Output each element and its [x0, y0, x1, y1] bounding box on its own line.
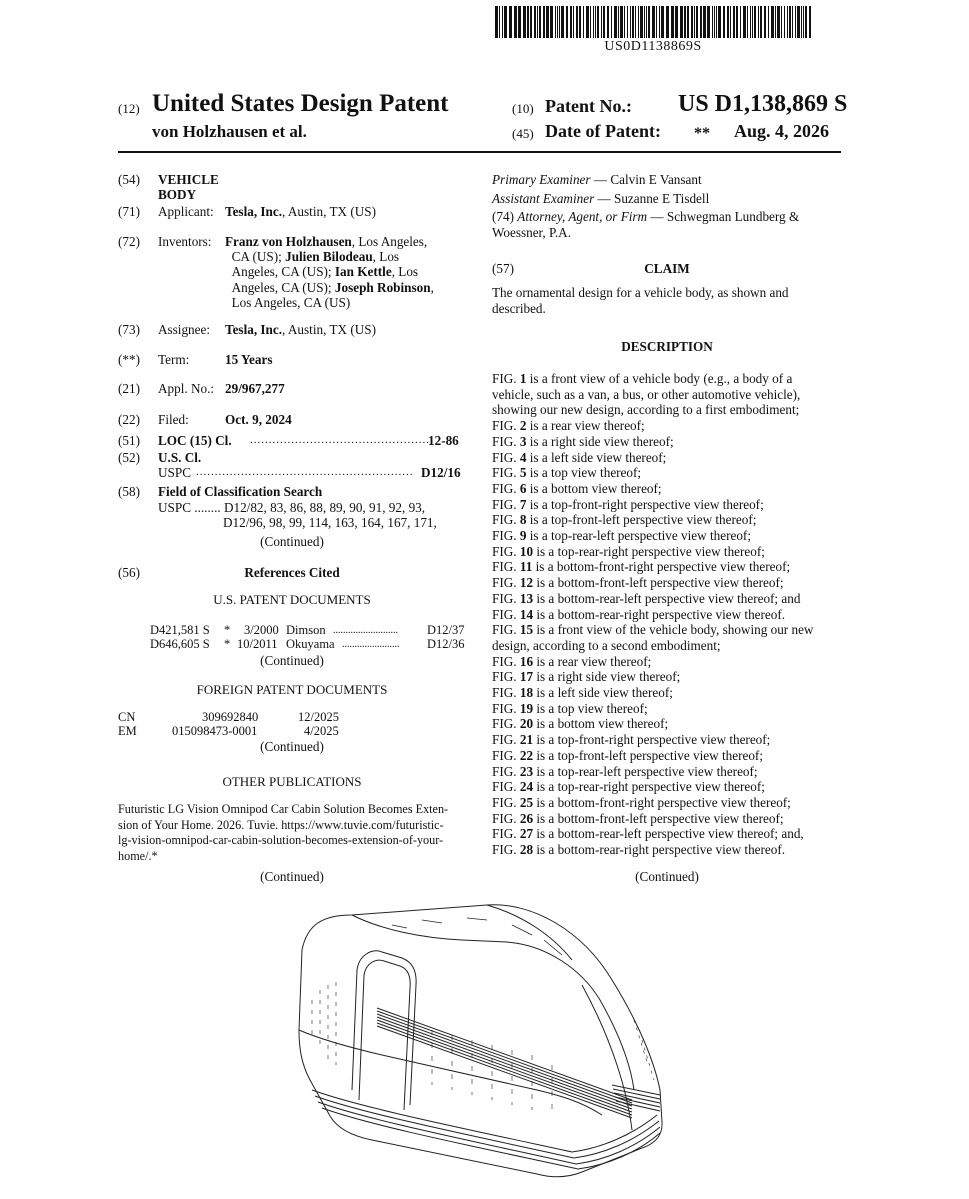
barcode-bar [570, 6, 572, 38]
barcode-bar [700, 6, 702, 38]
barcode-bar [539, 6, 541, 38]
filed-date: Oct. 9, 2024 [225, 412, 292, 427]
barcode-bar [771, 6, 774, 38]
barcode-bar [611, 6, 612, 38]
barcode-bar [703, 6, 706, 38]
description-continued: (Continued) [635, 869, 699, 884]
barcode-bar [787, 6, 788, 38]
barcode-bar [561, 6, 564, 38]
description-item: FIG. 28 is a bottom-rear-right perspective view thereof. [492, 842, 786, 858]
us-doc-row: D646,605 S * 10/2011 Okuyama ....................... D12/36 [150, 637, 465, 651]
barcode-bar [792, 6, 793, 38]
description-item: FIG. 11 is a bottom-front-right perspective view thereof; [492, 559, 791, 575]
barcode-bar [740, 6, 741, 38]
barcode-bar [684, 6, 686, 38]
lower-band [322, 1108, 660, 1169]
barcode-bar [518, 6, 521, 38]
uscl-code: (52) [118, 450, 140, 465]
barcode-bar [666, 6, 669, 38]
barcode-bar [691, 6, 693, 38]
inventors-list: Franz von Holzhausen, Los Angeles, CA (US); Julien Bilodeau, Los Angeles, CA (US); Ian Kettle, Los Angeles, CA (US); Joseph Robinson, Los Angeles, CA (US) [225, 234, 434, 310]
barcode-bar [614, 6, 617, 38]
other-publication-entry: Futuristic LG Vision Omnipod Car Cabin Solution Becomes Exten- sion of Your Home. 2026. Tuvie. https://www.tuvie.com/futuristic- lg-vision-omnipod-car-cabin-solution-becomes-extension-of-your- home/.* [118, 802, 449, 863]
barcode-bar [603, 6, 605, 38]
barcode-bar [768, 6, 769, 38]
field-search-line-2: D12/96, 98, 99, 114, 163, 164, 167, 171, [223, 515, 437, 530]
side-stripe [377, 1014, 632, 1106]
barcode-bar [760, 6, 762, 38]
barcode-bar [656, 6, 657, 38]
description-item: FIG. 27 is a bottom-rear-left perspective view thereof; and, [492, 826, 804, 842]
us-doc-row: D421,581 S * 3/2000 Dimson .......................... D12/37 [150, 623, 465, 637]
code-45: (45) [512, 126, 534, 141]
side-stripe [377, 1020, 632, 1112]
barcode-bar [797, 6, 800, 38]
description-item: FIG. 15 is a front view of the vehicle body, showing our new [492, 622, 814, 638]
applicant-code: (71) [118, 204, 140, 219]
other-continued: (Continued) [260, 869, 324, 884]
code-10: (10) [512, 101, 534, 116]
date-of-patent-label: Date of Patent: [545, 121, 661, 141]
assignee-label: Assignee: [158, 322, 211, 337]
barcode-bar [620, 6, 623, 38]
barcode-bar [671, 6, 674, 38]
foreign-continued: (Continued) [260, 739, 324, 754]
barcode-bar [754, 6, 756, 38]
barcode-bar [661, 6, 664, 38]
uscl-label: U.S. Cl. [158, 450, 202, 465]
side-stripe [377, 1008, 632, 1100]
description-item: FIG. 18 is a left side view thereof; [492, 685, 673, 701]
barcode-bar [624, 6, 625, 38]
appl-code: (21) [118, 381, 140, 396]
claim-code: (57) [492, 261, 514, 276]
barcode-bar [546, 6, 549, 38]
barcode-bar [555, 6, 556, 38]
patent-number: US D1,138,869 S [678, 91, 848, 117]
description-item: FIG. 9 is a top-rear-left perspective view thereof; [492, 528, 751, 544]
uspc-leader: .......................................................... [196, 466, 414, 478]
applicant-name: Tesla, Inc. [225, 204, 283, 219]
barcode-bar [601, 6, 602, 38]
description-item: showing our new design, according to a first embodiment; [492, 402, 800, 418]
barcode-bar [597, 6, 599, 38]
lower-band [318, 1102, 660, 1164]
barcode-bar [747, 6, 748, 38]
barcode-bar [530, 6, 532, 38]
barcode-bar [809, 6, 811, 38]
term-label: Term: [158, 352, 190, 367]
barcode-bar [750, 6, 751, 38]
barcode-bar [607, 6, 609, 38]
loc-code: (51) [118, 433, 140, 448]
us-documents-title: U.S. PATENT DOCUMENTS [213, 592, 371, 607]
barcode-bar [502, 6, 503, 38]
description-item: FIG. 24 is a top-rear-right perspective view thereof; [492, 779, 765, 795]
patent-no-label: Patent No.: [545, 96, 632, 116]
barcode-bar [638, 6, 639, 38]
description-item: FIG. 8 is a top-front-left perspective view thereof; [492, 512, 757, 528]
barcode-bar [648, 6, 650, 38]
loc-class: 12-86 [428, 433, 459, 448]
description-item: FIG. 19 is a top view thereof; [492, 700, 648, 716]
patent-title: VEHICLE BODY [158, 172, 219, 203]
refs-code: (56) [118, 565, 140, 580]
body-outline [299, 905, 662, 1177]
primary-examiner: Primary Examiner — Calvin E Vansant [492, 172, 702, 187]
barcode-bar [736, 6, 738, 38]
barcode-bar [543, 6, 545, 38]
barcode-bar [727, 6, 729, 38]
uspc-class: D12/16 [421, 465, 461, 480]
field-search-label: Field of Classification Search [158, 484, 323, 499]
barcode-bar [795, 6, 796, 38]
term-value: 15 Years [225, 352, 273, 367]
document-type-title: United States Design Patent [152, 90, 449, 117]
claim-text-2: described. [492, 301, 546, 316]
barcode-bar [730, 6, 731, 38]
barcode-bar [504, 6, 507, 38]
term-code: (**) [118, 352, 140, 367]
shading-line [634, 1020, 654, 1080]
filed-label: Filed: [158, 412, 189, 427]
side-stripe [377, 1011, 632, 1103]
vehicle-body-drawing [282, 890, 682, 1190]
barcode-bar [777, 6, 780, 38]
barcode-bar [652, 6, 655, 38]
loc-leader: ................................................ [250, 434, 430, 446]
description-item: FIG. 1 is a front view of a vehicle body (e.g., a body of a [492, 371, 793, 386]
field-search-line-1: USPC ........ D12/82, 83, 86, 88, 89, 90, 91, 92, 93, [158, 500, 426, 515]
barcode-bar [680, 6, 683, 38]
barcode-bar [593, 6, 594, 38]
assignee-code: (73) [118, 322, 140, 337]
shading-line [392, 918, 562, 955]
description-item: FIG. 10 is a top-rear-right perspective view thereof; [492, 543, 765, 559]
barcode-bar [627, 6, 628, 38]
foreign-documents-title: FOREIGN PATENT DOCUMENTS [196, 682, 388, 697]
other-publications-title: OTHER PUBLICATIONS [222, 774, 362, 789]
barcode-bar [635, 6, 636, 38]
field-continued: (Continued) [260, 534, 324, 549]
barcode-bar [576, 6, 578, 38]
code-12: (12) [118, 101, 140, 116]
description-item: design, according to a second embodiment; [492, 637, 721, 653]
barcode-bar [718, 6, 721, 38]
shading-line [432, 1030, 552, 1115]
field-search-code: (58) [118, 484, 140, 499]
barcode-bar [805, 6, 807, 38]
barcode-bar [586, 6, 589, 38]
description-title: DESCRIPTION [621, 339, 713, 354]
barcode-bar [675, 6, 678, 38]
date-of-patent: Aug. 4, 2026 [734, 121, 830, 141]
barcode-bar [716, 6, 717, 38]
description-item: FIG. 2 is a rear view thereof; [492, 418, 645, 434]
barcode-bar [534, 6, 536, 38]
barcode-bar [752, 6, 753, 38]
description-item: FIG. 20 is a bottom view thereof; [492, 716, 669, 732]
description-item: FIG. 13 is a bottom-rear-left perspective view thereof; and [492, 590, 801, 606]
barcode-bar [694, 6, 695, 38]
barcode-bar [523, 6, 526, 38]
description-item: FIG. 16 is a rear view thereof; [492, 653, 652, 669]
barcode-bar [630, 6, 631, 38]
applicant-label: Applicant: [158, 204, 214, 219]
barcode-bar [784, 6, 785, 38]
description-item: FIG. 14 is a bottom-rear-right perspective view thereof. [492, 606, 786, 622]
description-item: FIG. 3 is a right side view thereof; [492, 433, 674, 449]
claim-title: CLAIM [644, 261, 690, 276]
description-item: FIG. 4 is a left side view thereof; [492, 449, 667, 465]
side-stripe [377, 1026, 632, 1118]
barcode-bar [495, 6, 498, 38]
barcode-bar [733, 6, 735, 38]
barcode-bar [723, 6, 725, 38]
barcode-bar [764, 6, 766, 38]
barcode-bar [712, 6, 713, 38]
description-item: FIG. 6 is a bottom view thereof; [492, 480, 662, 496]
barcode-bar [758, 6, 759, 38]
applicant-location: , Austin, TX (US) [282, 204, 376, 219]
barcode-bar [781, 6, 782, 38]
barcode-bar [579, 6, 581, 38]
barcode-bar [557, 6, 558, 38]
barcode-bar [696, 6, 698, 38]
assignee-location: , Austin, TX (US) [282, 322, 376, 337]
shading-line [312, 982, 336, 1065]
authors: von Holzhausen et al. [152, 122, 307, 141]
foreign-doc-row: CN 309692840 12/2025 [118, 710, 339, 724]
appl-label: Appl. No.: [158, 381, 215, 396]
description-item: FIG. 25 is a bottom-front-right perspective view thereof; [492, 794, 791, 810]
loc-label: LOC (15) Cl. [158, 433, 232, 448]
attorney-line-1: (74) Attorney, Agent, or Firm — Schwegman Lundberg & [492, 209, 800, 224]
barcode-bar [687, 6, 689, 38]
barcode-bar [566, 6, 568, 38]
barcode-bar [590, 6, 591, 38]
attorney-line-2: Woessner, P.A. [492, 225, 571, 240]
title-code: (54) [118, 172, 140, 187]
barcode-bar [801, 6, 802, 38]
assignee-name: Tesla, Inc. [225, 322, 283, 337]
date-mark: ** [694, 125, 710, 142]
barcode-bar [514, 6, 517, 38]
header-rule [118, 151, 841, 153]
references-cited-title: References Cited [244, 565, 340, 580]
barcode-bar [537, 6, 538, 38]
lower-band [315, 1096, 659, 1158]
barcode-bar [714, 6, 715, 38]
barcode-bar [644, 6, 645, 38]
barcode-bar [803, 6, 804, 38]
description-item: FIG. 26 is a bottom-front-left perspective view thereof; [492, 810, 784, 826]
claim-text-1: The ornamental design for a vehicle body, as shown and [492, 285, 789, 300]
barcode-bar [789, 6, 791, 38]
barcode-bar [527, 6, 529, 38]
uspc-label: USPC [158, 465, 191, 480]
barcode-bar [583, 6, 584, 38]
left-column [118, 172, 466, 892]
assistant-examiner: Assistant Examiner — Suzanne E Tisdell [492, 191, 710, 206]
barcode-bar [509, 6, 512, 38]
barcode-bar [640, 6, 643, 38]
filed-code: (22) [118, 412, 140, 427]
roof-edge [487, 905, 572, 960]
side-stripe [377, 1023, 632, 1115]
barcode-bar [775, 6, 776, 38]
barcode-image [495, 6, 811, 38]
barcode-bar [595, 6, 596, 38]
barcode-bar [499, 6, 500, 38]
description-item: FIG. 17 is a right side view thereof; [492, 669, 681, 685]
barcode-bar [646, 6, 647, 38]
description-item: FIG. 5 is a top view thereof; [492, 465, 642, 481]
description-item: FIG. 7 is a top-front-right perspective view thereof; [492, 496, 764, 512]
inventors-label: Inventors: [158, 234, 212, 249]
barcode-bar [707, 6, 710, 38]
description-item: FIG. 23 is a top-rear-left perspective view thereof; [492, 763, 758, 779]
description-item: vehicle, such as a van, a bus, or other automotive vehicle), [492, 386, 801, 402]
description-list [492, 371, 842, 858]
barcode-bar [618, 6, 619, 38]
barcode-bar [632, 6, 634, 38]
us-docs-continued: (Continued) [260, 653, 324, 668]
barcode-bar [743, 6, 746, 38]
right-column [492, 172, 842, 892]
foreign-doc-row: EM 015098473-0001 4/2025 [118, 724, 339, 738]
description-item: FIG. 12 is a bottom-front-left perspective view thereof; [492, 575, 784, 591]
appl-number: 29/967,277 [225, 381, 285, 396]
barcode-bar [659, 6, 660, 38]
barcode-bar [573, 6, 574, 38]
barcode-number: US0D1138869S [604, 39, 702, 54]
description-item: FIG. 21 is a top-front-right perspective view thereof; [492, 732, 771, 748]
description-item: FIG. 22 is a top-front-left perspective view thereof; [492, 747, 763, 763]
barcode-bar [559, 6, 560, 38]
inventors-code: (72) [118, 234, 140, 249]
barcode-bar [550, 6, 553, 38]
